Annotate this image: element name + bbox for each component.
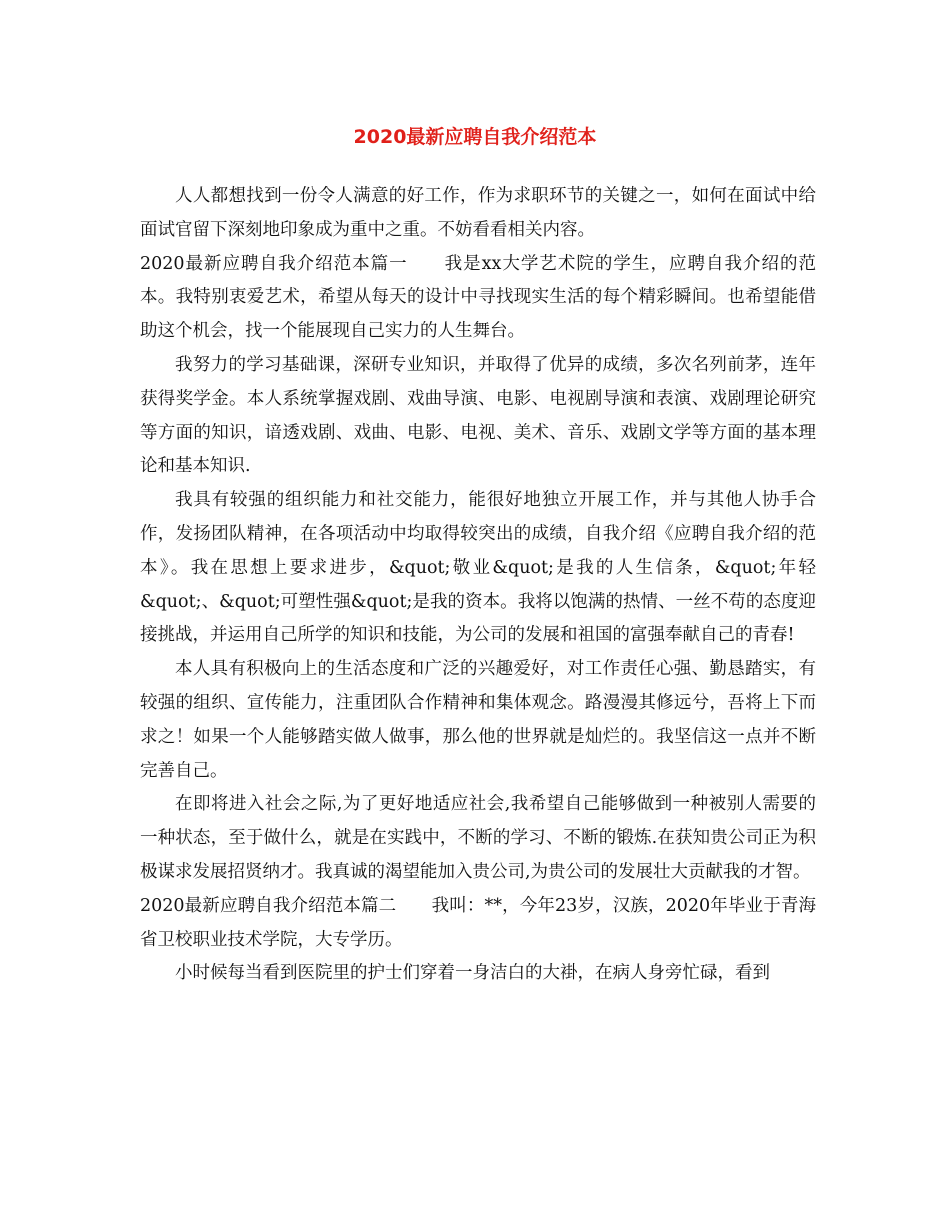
paragraph-sample-one-opening: 2020最新应聘自我介绍范本篇一 我是xx大学艺术院的学生，应聘自我介绍的范本。我特别衷爱艺术，希望从每天的设计中寻找现实生活的每个精彩瞬间。也希望能借助这个机会，找一个能展现自己实力的人生舞台。: [140, 253, 816, 342]
document-title: 2020最新应聘自我介绍范本: [353, 126, 597, 148]
paragraph-intro: 人人都想找到一份令人满意的好工作，作为求职环节的关键之一，如何在面试中给面试官留下深刻地印象成为重中之重。不妨看看相关内容。: [140, 186, 816, 240]
paragraph-sample-two-opening: 2020最新应聘自我介绍范本篇二 我叫：**，今年23岁，汉族，2020年毕业于青海省卫校职业技术学院，大专学历。: [140, 895, 816, 950]
paragraph-abilities: 我具有较强的组织能力和社交能力，能很好地独立开展工作，并与其他人协手合作，发扬团队精神，在各项活动中均取得较突出的成绩，自我介绍《应聘自我介绍的范本》。我在思想上要求进步，&quot;敬业&quot;是我的人生信条，&quot;年轻&quot;、&quot;可塑性强&quot;是我的资本。我将以饱满的热情、一丝不苟的态度迎接挑战，并运用自己所学的知识和技能，为公司的发展和祖国的富强奉献自己的青春!: [140, 490, 816, 646]
paragraph-study: 我努力的学习基础课，深研专业知识，并取得了优异的成绩，多次名列前茅，连年获得奖学金。本人系统掌握戏剧、戏曲导演、电影、电视剧导演和表演、戏剧理论研究等方面的知识，谙透戏剧、戏曲、电影、电视、美术、音乐、戏剧文学等方面的基本理论和基本知识.: [140, 354, 816, 477]
paragraph-childhood: 小时候每当看到医院里的护士们穿着一身洁白的大褂，在病人身旁忙碌，看到: [175, 963, 770, 984]
paragraph-attitude: 本人具有积极向上的生活态度和广泛的兴趣爱好，对工作责任心强、勤恳踏实，有较强的组织、宣传能力，注重团队合作精神和集体观念。路漫漫其修远兮，吾将上下而求之！如果一个人能够踏实做人做事，那么他的世界就是灿烂的。我坚信这一点并不断完善自己。: [140, 659, 816, 781]
paragraph-aspiration: 在即将进入社会之际,为了更好地适应社会,我希望自己能够做到一种被别人需要的一种状态，至于做什么，就是在实践中，不断的学习、不断的锻炼.在获知贵公司正为积极谋求发展招贤纳才。我真诚的渴望能加入贵公司,为贵公司的发展壮大贡献我的才智。: [140, 794, 816, 882]
document-body: [140, 180, 816, 991]
